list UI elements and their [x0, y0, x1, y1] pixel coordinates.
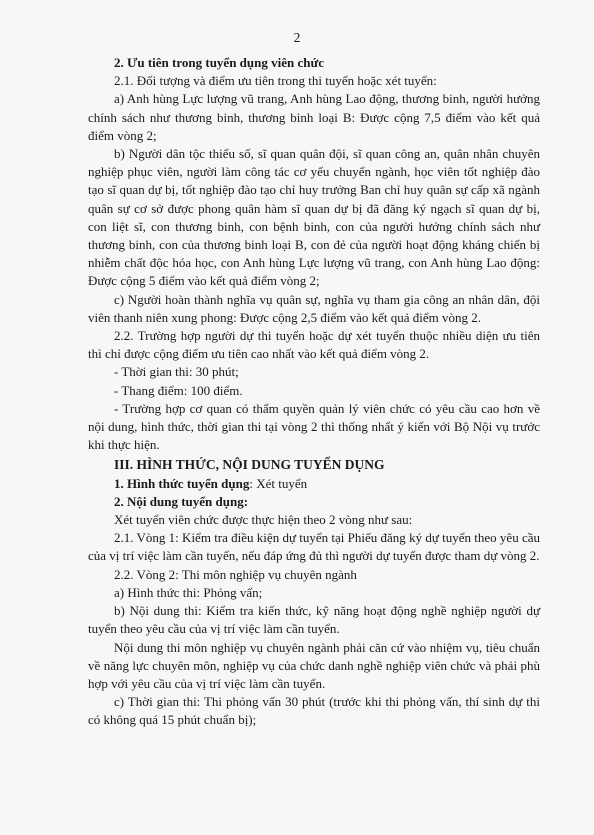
- round-1-paragraph: 2.1. Vòng 1: Kiểm tra điều kiện dự tuyển tại Phiếu đăng ký dự tuyển theo yêu cầu của vị trí việc làm cần tuyển, nếu đáp ứng đủ thì người dự tuyển được tham dự vòng 2.: [88, 530, 540, 564]
- rounds-intro: Xét tuyển viên chức được thực hiện theo 2 vòng như sau:: [114, 512, 413, 528]
- paragraph-b: b) Người dân tộc thiểu số, sĩ quan quân đội, sĩ quan công an, quân nhân chuyên nghiệp phục viên, người làm công tác cơ yếu chuyển ngành, học viên tốt nghiệp đào tạo sĩ quan dự bị, tốt nghiệp đào tạo chỉ huy trưởng Ban chỉ huy quân sự cấp xã ngành quân sự cơ sở được phong quân hàm sĩ quan dự bị đã đăng ký ngạch sĩ quan dự bị, con liệt sĩ, con thương binh, con bệnh binh, con của người hưởng chính sách như thương binh, con của thương binh loại B, con đẻ của người hoạt động kháng chiến bị nhiễm chất độc hóa học, con Anh hùng Lực lượng vũ trang, con Anh hùng Lao động: Được cộng 5 điểm vào kết quả điểm vòng 2;: [88, 146, 540, 289]
- exam-time-line: - Thời gian thi: 30 phút;: [114, 364, 239, 380]
- section-heading-form-content: III. HÌNH THỨC, NỘI DUNG TUYỂN DỤNG: [114, 457, 385, 473]
- paragraph-2-2: 2.2. Trường hợp người dự thi tuyển hoặc dự xét tuyển thuộc nhiều diện ưu tiên thì chỉ được cộng điểm ưu tiên cao nhất vào kết quả điểm vòng 2.: [88, 328, 540, 362]
- round-2-paragraph: 2.2. Vòng 2: Thi môn nghiệp vụ chuyên ngành: [114, 566, 357, 582]
- round-2-note: Nội dung thi môn nghiệp vụ chuyên ngành phải căn cứ vào nhiệm vụ, tiêu chuẩn về năng lực chuyên môn, nghiệp vụ của chức danh nghề nghiệp viên chức và phải phù hợp với yêu cầu của vị trí việc làm cần tuyển.: [88, 639, 540, 691]
- special-case-line: - Trường hợp cơ quan có thẩm quyền quản lý viên chức có yêu cầu cao hơn về nội dung, hình thức, thời gian thi tại vòng 2 thì thống nhất ý kiến với Bộ Nội vụ trước khi thực hiện.: [88, 400, 540, 453]
- section-heading-priority: 2. Ưu tiên trong tuyển dụng viên chức: [114, 55, 325, 70]
- round-2-content: b) Nội dung thi: Kiểm tra kiến thức, kỹ năng hoạt động nghề nghiệp người dự tuyển theo yêu cầu của vị trí việc làm cần tuyển.: [88, 603, 540, 637]
- paragraph-a: a) Anh hùng Lực lượng vũ trang, Anh hùng Lao động, thương binh, người hưởng chính sách như thương binh, thương binh loại B: Được cộng 7,5 điểm vào kết quả điểm vòng 2;: [88, 91, 540, 143]
- recruitment-form-value: : Xét tuyển: [249, 475, 308, 491]
- round-2-form: a) Hình thức thi: Phỏng vấn;: [114, 584, 263, 600]
- round-2-time: c) Thời gian thi: Thi phỏng vấn 30 phút (trước khi thi phỏng vấn, thí sinh dự thi có không quá 15 phút chuẩn bị);: [88, 694, 540, 728]
- page-number: 2: [293, 30, 301, 45]
- paragraph-c: c) Người hoàn thành nghĩa vụ quân sự, nghĩa vụ tham gia công an nhân dân, đội viên thanh niên xung phong: Được cộng 2,5 điểm vào kết quả điểm vòng 2.: [88, 291, 540, 325]
- document-body: [88, 52, 540, 730]
- recruitment-form-heading: [88, 475, 540, 493]
- paragraph-2-1: 2.1. Đối tượng và điểm ưu tiên trong thi tuyển hoặc xét tuyển:: [114, 73, 437, 89]
- recruitment-content-heading: 2. Nội dung tuyển dụng:: [114, 493, 249, 509]
- score-scale-line: - Thang điểm: 100 điểm.: [114, 382, 243, 398]
- recruitment-form-label: 1. Hình thức tuyển dụng: [114, 475, 250, 491]
